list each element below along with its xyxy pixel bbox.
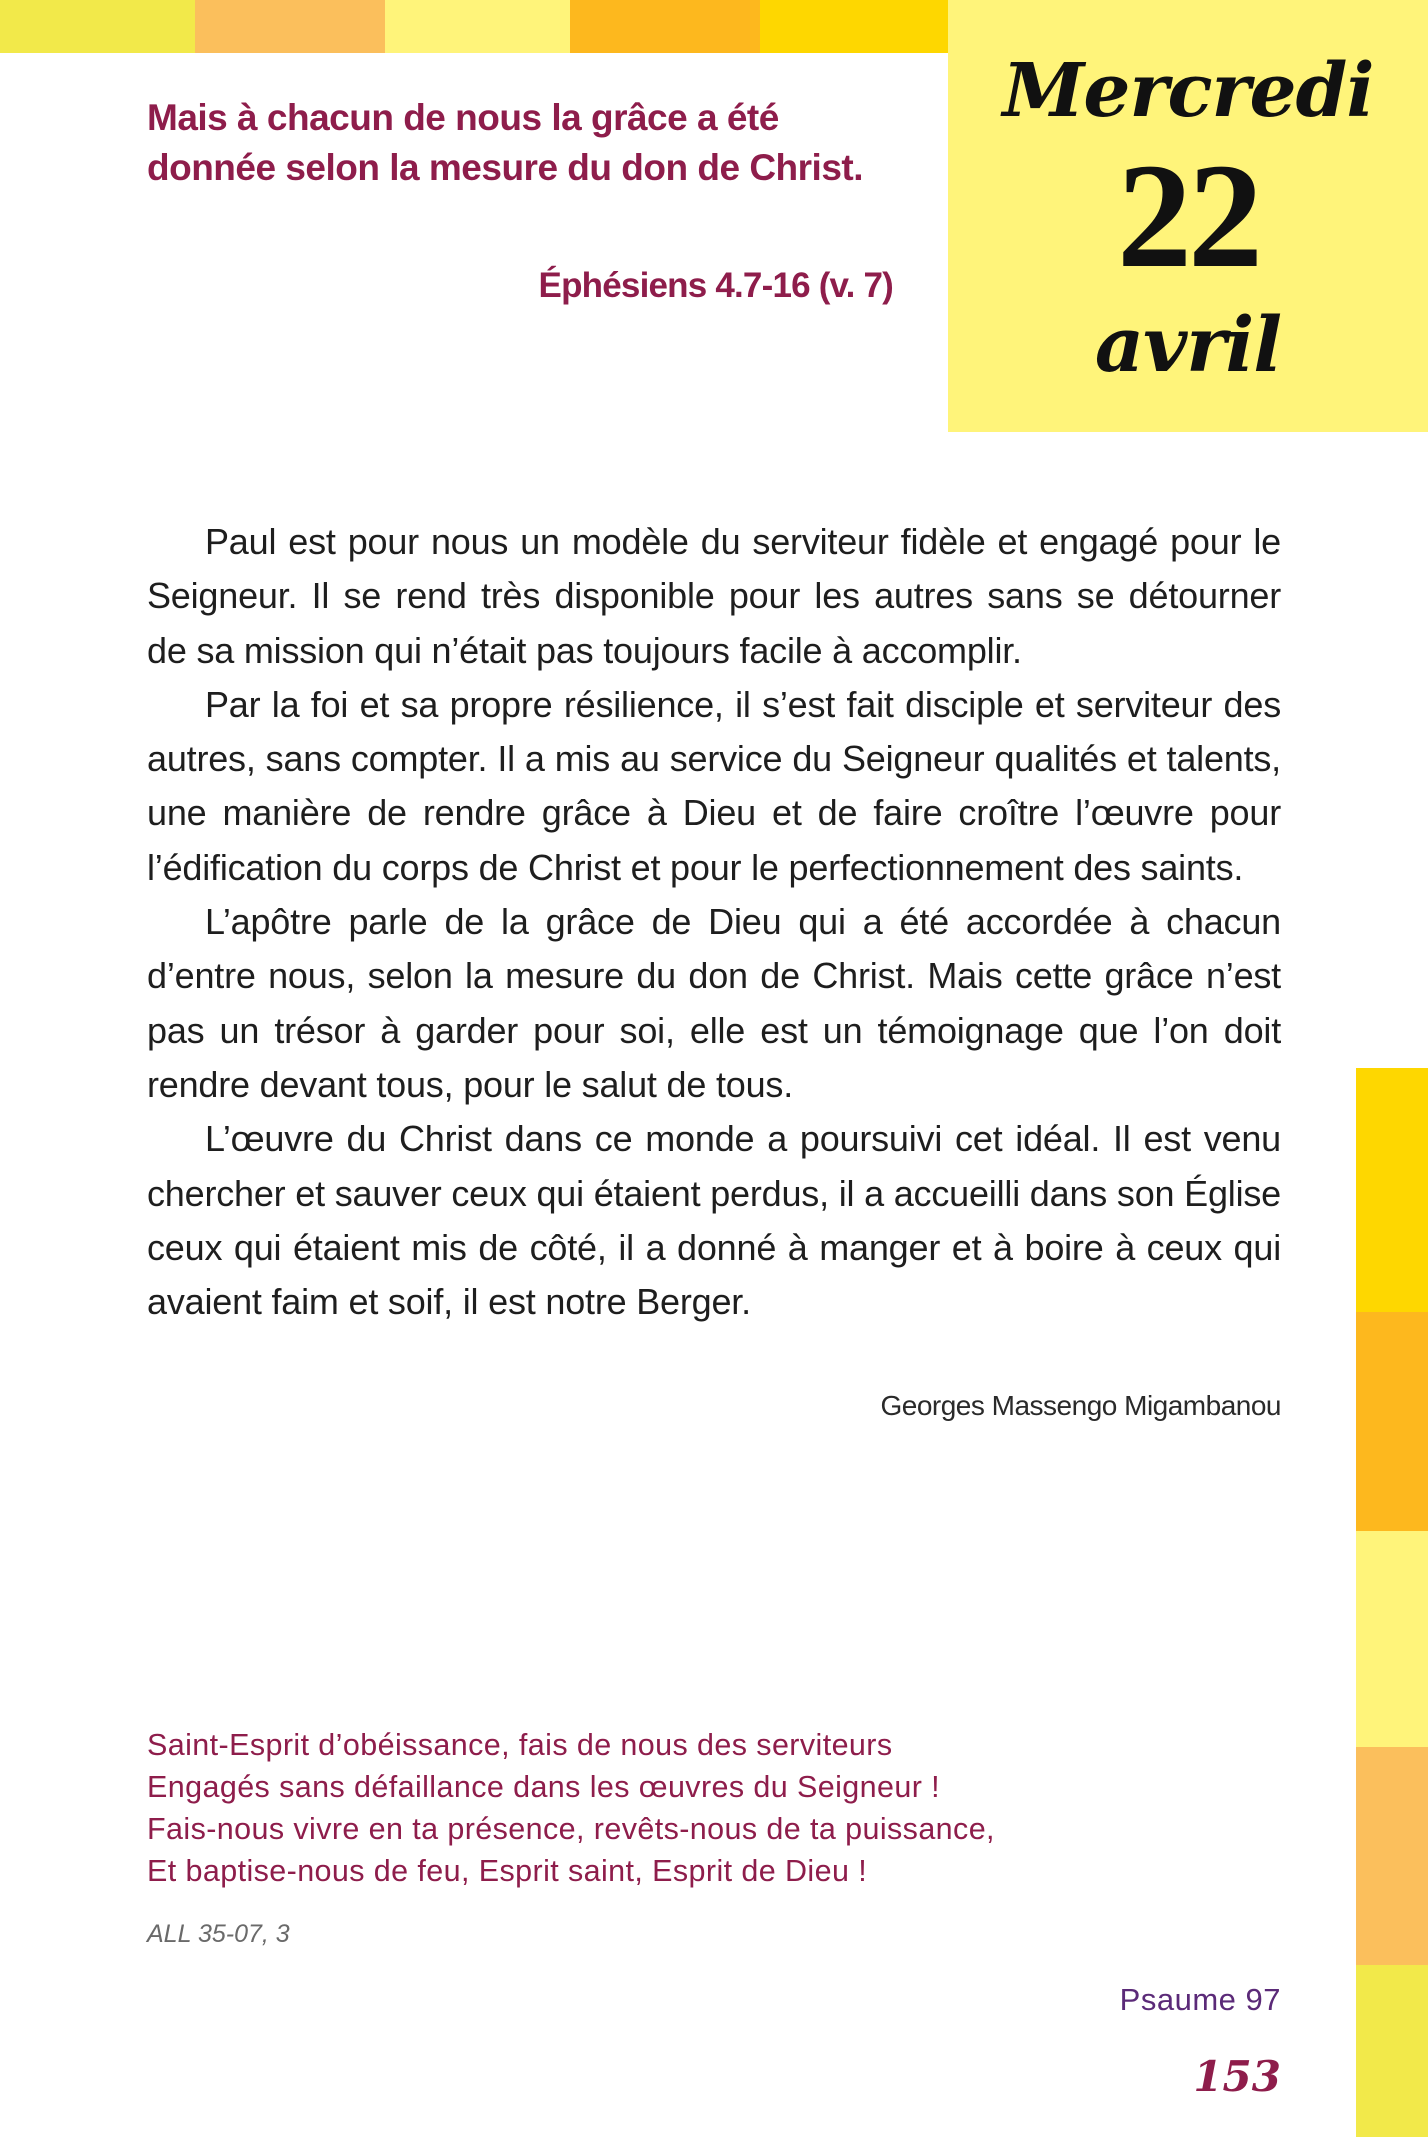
hymn-reference: ALL 35-07, 3: [147, 1920, 290, 1948]
meditation-text: [147, 515, 1281, 1329]
side-segment-2: [1356, 1312, 1428, 1531]
side-segment-5: [1356, 1965, 1428, 2137]
bible-verse: Mais à chacun de nous la grâce a été donnée selon la mesure du don de Christ.: [147, 97, 864, 188]
date-day: 22: [1117, 133, 1259, 299]
strip-segment-2: [195, 0, 385, 53]
side-segment-4: [1356, 1747, 1428, 1965]
top-color-strip: [0, 0, 948, 53]
date-weekday: Mercredi: [1002, 48, 1374, 134]
page-number: 153: [1193, 2052, 1281, 2101]
strip-segment-1: [0, 0, 195, 53]
strip-segment-5: [760, 0, 948, 53]
verse-reference: Éphésiens 4.7-16 (v. 7): [538, 266, 893, 305]
date-box: [948, 0, 1428, 432]
prayer-hymn: [147, 1724, 1147, 1892]
date-month: avril: [1094, 300, 1282, 389]
prayer-line: Fais-nous vivre en ta présence, revêts-nous de ta puissance,: [147, 1812, 995, 1846]
psalm-reference: Psaume 97: [1119, 1982, 1281, 2017]
paragraph: Par la foi et sa propre résilience, il s’est fait disciple et serviteur des autres, sans compter. Il a mis au service du Seigneur qualités et talents, une manière de rendre grâce à Dieu et de faire croître l’œuvre pour l’édification du corps de Christ et pour le perfectionnement des saints.: [147, 683, 1281, 888]
side-color-strip: [1356, 1068, 1428, 2137]
paragraph: L’apôtre parle de la grâce de Dieu qui a été accordée à chacun d’entre nous, selon la mesure du don de Christ. Mais cette grâce n’est pas un trésor à garder pour soi, elle est un témoignage que l’on doit rendre devant tous, pour le salut de tous.: [147, 901, 1281, 1105]
strip-segment-3: [385, 0, 570, 53]
prayer-line: Et baptise-nous de feu, Esprit saint, Esprit de Dieu !: [147, 1854, 868, 1888]
paragraph: Paul est pour nous un modèle du serviteur fidèle et engagé pour le Seigneur. Il se rend très disponible pour les autres sans se détourner de sa mission qui n’était pas toujours facile à accomplir.: [147, 521, 1281, 671]
prayer-line: Engagés sans défaillance dans les œuvres du Seigneur !: [147, 1770, 941, 1804]
prayer-line: Saint-Esprit d’obéissance, fais de nous des serviteurs: [147, 1728, 893, 1762]
strip-segment-4: [570, 0, 760, 53]
side-segment-3: [1356, 1531, 1428, 1747]
author-name: Georges Massengo Migambanou: [880, 1390, 1281, 1421]
paragraph: L’œuvre du Christ dans ce monde a poursuivi cet idéal. Il est venu chercher et sauver ceux qui étaient perdus, il a accueilli dans son Église ceux qui étaient mis de côté, il a donné à manger et à boire à ceux qui avaient faim et soif, il est notre Berger.: [147, 1118, 1281, 1323]
side-segment-1: [1356, 1068, 1428, 1312]
